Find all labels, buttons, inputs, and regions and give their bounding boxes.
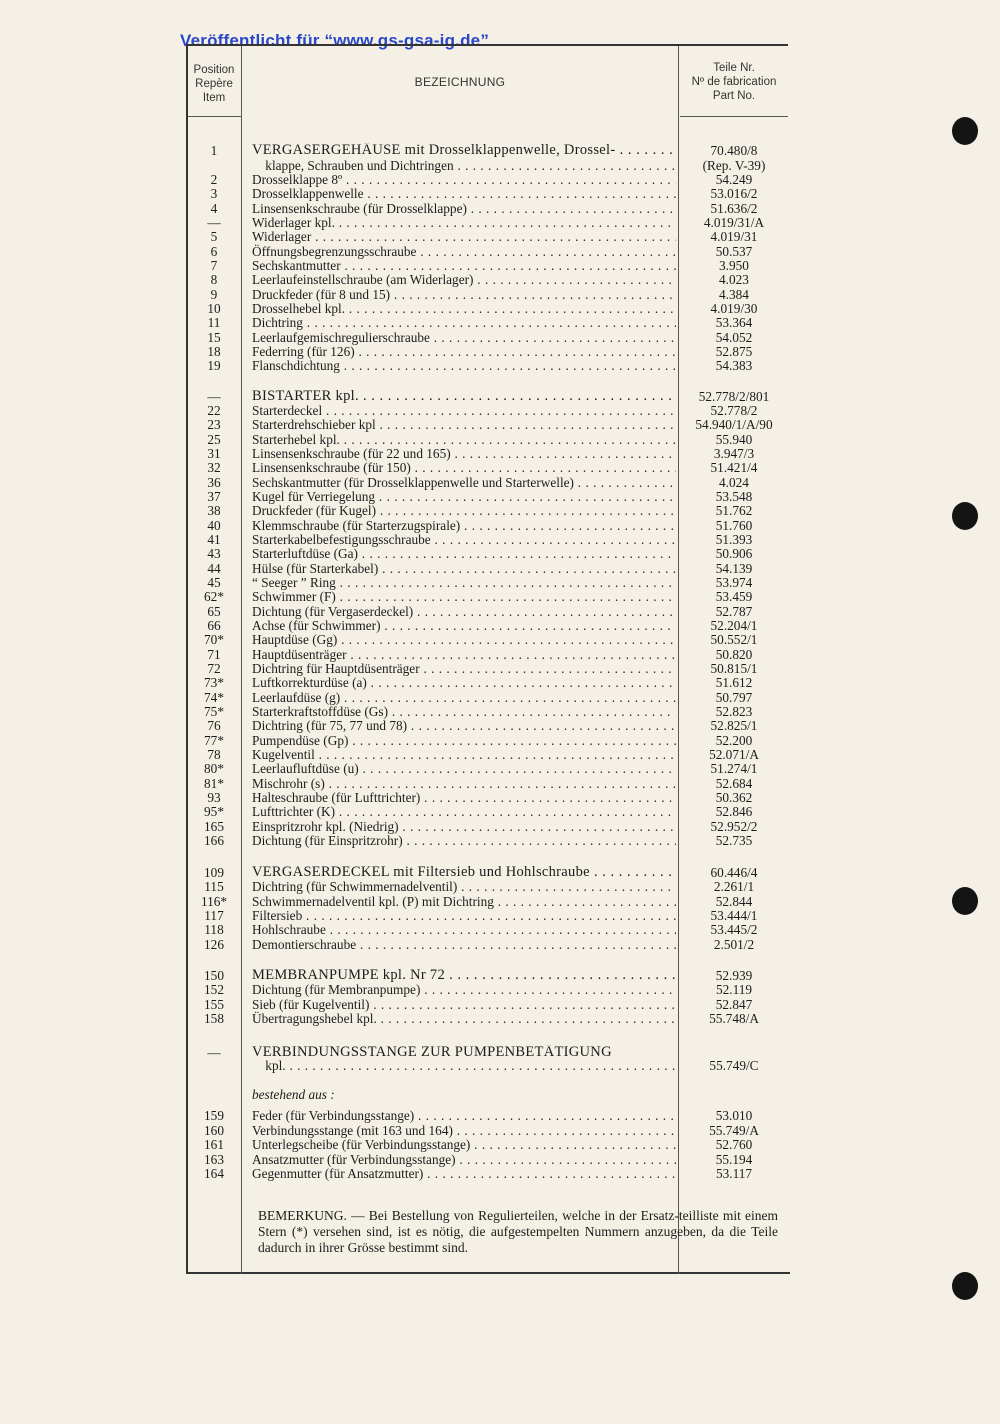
item-part-number: 50.815/1 bbox=[710, 661, 758, 676]
item-position: 116* bbox=[200, 894, 228, 909]
item-description: Schwimmer (F) . . . bbox=[252, 589, 676, 604]
item-description: Sechskantmutter (für Drosselklappenwelle und Starterwelle) . . . bbox=[252, 475, 676, 490]
item-description: Klemmschraube (für Starterzugspirale) . . . bbox=[252, 518, 676, 533]
header-position-line: Repère bbox=[195, 78, 233, 90]
table-bottom-border bbox=[186, 1272, 790, 1274]
item-part-number: 52.200 bbox=[715, 733, 753, 748]
item-part-number: 50.552/1 bbox=[710, 632, 758, 647]
item-position: 126 bbox=[204, 937, 224, 952]
item-description: Mischrohr (s) . . . bbox=[252, 776, 676, 791]
item-description: Dichtring (für Schwimmernadelventil) . . . bbox=[252, 879, 676, 894]
item-position: 70* bbox=[204, 632, 224, 647]
item-position: 80* bbox=[204, 761, 224, 776]
header-part-number bbox=[680, 61, 788, 103]
item-part-number: 52.939 bbox=[715, 968, 753, 983]
item-part-number: 51.274/1 bbox=[710, 761, 758, 776]
item-part-number: 52.735 bbox=[715, 833, 753, 848]
item-description: MEMBRANPUMPE kpl. Nr 72 . . . bbox=[252, 968, 676, 983]
item-description: Achse (für Schwimmer) . . . bbox=[252, 618, 676, 633]
item-description: Öffnungsbegrenzungsschraube . . . bbox=[252, 244, 676, 259]
punch-hole bbox=[952, 1272, 978, 1300]
item-position: 2 bbox=[210, 172, 218, 187]
item-position: 31 bbox=[207, 446, 221, 461]
item-part-number: 54.249 bbox=[715, 172, 753, 187]
item-position: 115 bbox=[204, 879, 224, 894]
item-position: 40 bbox=[207, 518, 221, 533]
item-position: 44 bbox=[207, 561, 221, 576]
item-part-number: 2.261/1 bbox=[713, 879, 755, 894]
item-description: Einspritzrohr kpl. (Niedrig) . . . bbox=[252, 819, 676, 834]
header-part-line: Nº de fabrication bbox=[691, 76, 777, 88]
item-position: — bbox=[207, 1045, 221, 1060]
item-position: 41 bbox=[207, 532, 221, 547]
item-part-number: 53.459 bbox=[715, 589, 753, 604]
item-part-number: 4.019/31/A bbox=[703, 215, 765, 230]
item-description: Leerlaufeinstellschraube (am Widerlager) . . . bbox=[252, 272, 676, 287]
header-position-line: Position bbox=[193, 64, 235, 76]
remark-note: BEMERKUNG. — Bei Bestellung von Regulierteilen, welche in der Ersatz-teilliste mit einem Stern (*) versehen sind, ist es nötig, die aufgestempelten Nummern anzugeben, da die Teile dadurch in ihrer Grösse bestimmt sind. bbox=[258, 1208, 778, 1255]
item-description: Druckfeder (für Kugel) . . . bbox=[252, 503, 676, 518]
item-part-number: 54.383 bbox=[715, 358, 753, 373]
item-position: 43 bbox=[207, 546, 221, 561]
item-position: 164 bbox=[204, 1166, 224, 1181]
item-position: 160 bbox=[204, 1123, 224, 1138]
item-position: 152 bbox=[204, 982, 224, 997]
item-position: 11 bbox=[207, 315, 221, 330]
item-position: 95* bbox=[204, 804, 224, 819]
item-description: Leerlaufgemischregulierschraube . . . bbox=[252, 330, 676, 345]
item-position: 15 bbox=[207, 330, 221, 345]
item-description: Hauptdüsenträger . . . bbox=[252, 647, 676, 662]
item-position: 45 bbox=[207, 575, 221, 590]
item-part-number: 52.071/A bbox=[709, 747, 759, 762]
item-part-number: 52.952/2 bbox=[710, 819, 758, 834]
item-description: Flanschdichtung . . . bbox=[252, 358, 676, 373]
item-description: Hohlschraube . . . bbox=[252, 922, 676, 937]
item-position: 109 bbox=[204, 865, 224, 880]
item-position: 19 bbox=[207, 358, 221, 373]
item-description: Dichtring (für 75, 77 und 78) . . . bbox=[252, 718, 676, 733]
item-part-number: 53.974 bbox=[715, 575, 753, 590]
item-part-number: 53.364 bbox=[715, 315, 753, 330]
item-description: Dichtring für Hauptdüsenträger . . . bbox=[252, 661, 676, 676]
item-part-number: 4.024 bbox=[719, 475, 749, 490]
item-position: 7 bbox=[210, 258, 218, 273]
item-position: 8 bbox=[210, 272, 218, 287]
item-position: 118 bbox=[204, 922, 224, 937]
item-description: Ansatzmutter (für Verbindungsstange) . . . bbox=[252, 1152, 676, 1167]
item-part-number: 53.010 bbox=[715, 1108, 753, 1123]
item-part-number: 55.749/A bbox=[709, 1123, 759, 1138]
item-part-number: 4.019/31 bbox=[710, 229, 758, 244]
header-part-line: Teile Nr. bbox=[713, 62, 755, 74]
item-position: 76 bbox=[207, 718, 221, 733]
item-part-number: 52.846 bbox=[715, 804, 753, 819]
item-position: 32 bbox=[207, 460, 221, 475]
item-position: 78 bbox=[207, 747, 221, 762]
item-part-number: 52.825/1 bbox=[710, 718, 758, 733]
item-part-number: 52.787 bbox=[715, 604, 753, 619]
item-description: “ Seeger ” Ring . . . bbox=[252, 575, 676, 590]
item-part-number: 55.749/C bbox=[709, 1058, 759, 1073]
item-part-number: 51.762 bbox=[715, 503, 753, 518]
item-description: Lufttrichter (K) . . . bbox=[252, 804, 676, 819]
item-description: VERGASERGEHÄUSE mit Drosselklappenwelle, Drossel- . . . bbox=[252, 143, 676, 158]
item-part-number: (Rep. V-39) bbox=[702, 158, 766, 173]
item-description: Starterkraftstoffdüse (Gs) . . . bbox=[252, 704, 676, 719]
item-position: 73* bbox=[204, 675, 224, 690]
item-part-number: 53.444/1 bbox=[710, 908, 758, 923]
item-description: Starterhebel kpl. . . . bbox=[252, 432, 676, 447]
item-position: 18 bbox=[207, 344, 221, 359]
item-part-number: 53.548 bbox=[715, 489, 753, 504]
item-description: Starterdrehschieber kpl . . . bbox=[252, 417, 676, 432]
header-rule-left bbox=[188, 116, 242, 117]
item-part-number: 51.760 bbox=[715, 518, 753, 533]
header-part-line: Part No. bbox=[712, 90, 756, 102]
item-position: 3 bbox=[210, 186, 218, 201]
punch-hole bbox=[952, 117, 978, 145]
item-position: 165 bbox=[204, 819, 224, 834]
column-divider-position bbox=[241, 46, 242, 1274]
item-position: — bbox=[207, 389, 221, 404]
item-part-number: 51.393 bbox=[715, 532, 753, 547]
item-part-number: 4.384 bbox=[719, 287, 749, 302]
item-description: Leerlaufluftdüse (u) . . . bbox=[252, 761, 676, 776]
item-position: 38 bbox=[207, 503, 221, 518]
publisher-watermark: Veröffentlicht für “www.gs-gsa-ig.de” bbox=[180, 31, 490, 50]
item-position: 22 bbox=[207, 403, 221, 418]
item-part-number: 52.823 bbox=[715, 704, 753, 719]
item-description: Demontierschraube . . . bbox=[252, 937, 676, 952]
item-part-number: 54.940/1/A/90 bbox=[695, 417, 773, 432]
item-description: Gegenmutter (für Ansatzmutter) . . . bbox=[252, 1166, 676, 1181]
item-part-number: 54.052 bbox=[715, 330, 753, 345]
item-description: Drosselklappenwelle . . . bbox=[252, 186, 676, 201]
item-part-number: 55.748/A bbox=[709, 1011, 759, 1026]
item-description: Dichtung (für Einspritzrohr) . . . bbox=[252, 833, 676, 848]
item-position: 155 bbox=[204, 997, 224, 1012]
item-description: klappe, Schrauben und Dichtringen . . . bbox=[252, 158, 676, 173]
item-part-number: 50.820 bbox=[715, 647, 753, 662]
item-part-number: 50.797 bbox=[715, 690, 753, 705]
item-part-number: 51.612 bbox=[715, 675, 753, 690]
item-description: Federring (für 126) . . . bbox=[252, 344, 676, 359]
item-part-number: 3.947/3 bbox=[713, 446, 755, 461]
item-description: Leerlaufdüse (g) . . . bbox=[252, 690, 676, 705]
item-part-number: 53.445/2 bbox=[710, 922, 758, 937]
item-position: 36 bbox=[207, 475, 221, 490]
item-position: 66 bbox=[207, 618, 221, 633]
item-part-number: 3.950 bbox=[719, 258, 749, 273]
item-position: 75* bbox=[204, 704, 224, 719]
item-part-number: 52.847 bbox=[715, 997, 753, 1012]
item-position: 23 bbox=[207, 417, 221, 432]
item-part-number: 52.119 bbox=[715, 982, 753, 997]
item-position: 72 bbox=[207, 661, 221, 676]
item-position: — bbox=[207, 215, 221, 230]
header-rule-right bbox=[680, 116, 788, 117]
item-description: Linsensenkschraube (für Drosselklappe) . . . bbox=[252, 201, 676, 216]
punch-hole bbox=[952, 502, 978, 530]
item-position: 93 bbox=[207, 790, 221, 805]
item-description: Linsensenkschraube (für 22 und 165) . . . bbox=[252, 446, 676, 461]
item-description: bestehend aus : bbox=[252, 1087, 335, 1102]
header-position-line: Item bbox=[202, 92, 226, 104]
item-position: 81* bbox=[204, 776, 224, 791]
item-description: Linsensenkschraube (für 150) . . . bbox=[252, 460, 676, 475]
item-position: 65 bbox=[207, 604, 221, 619]
item-description: Kugel für Verriegelung . . . bbox=[252, 489, 676, 504]
item-description: Luftkorrekturdüse (a) . . . bbox=[252, 675, 676, 690]
item-part-number: 2.501/2 bbox=[713, 937, 755, 952]
item-part-number: 4.019/30 bbox=[710, 301, 758, 316]
header-position bbox=[188, 63, 240, 105]
item-description: Hauptdüse (Gg) . . . bbox=[252, 632, 676, 647]
item-description: Übertragungshebel kpl. . . . bbox=[252, 1011, 676, 1026]
item-description: Hülse (für Starterkabel) . . . bbox=[252, 561, 676, 576]
item-position: 71 bbox=[207, 647, 221, 662]
item-part-number: 55.194 bbox=[715, 1152, 753, 1167]
item-description: BISTARTER kpl. . . . bbox=[252, 389, 676, 404]
item-description: Dichtring . . . bbox=[252, 315, 676, 330]
item-part-number: 70.480/8 bbox=[710, 143, 758, 158]
item-description: Druckfeder (für 8 und 15) . . . bbox=[252, 287, 676, 302]
item-description: VERBINDUNGSSTANGE ZUR PUMPENBETÄTIGUNG bbox=[252, 1045, 612, 1060]
item-position: 166 bbox=[204, 833, 224, 848]
punch-hole bbox=[952, 887, 978, 915]
item-part-number: 4.023 bbox=[719, 272, 749, 287]
item-description: Unterlegscheibe (für Verbindungsstange) . . . bbox=[252, 1137, 676, 1152]
item-part-number: 60.446/4 bbox=[710, 865, 758, 880]
column-divider-part bbox=[678, 46, 679, 1274]
item-part-number: 52.684 bbox=[715, 776, 753, 791]
item-description: Filtersieb . . . bbox=[252, 908, 676, 923]
item-description: Schwimmernadelventil kpl. (P) mit Dichtring . . . bbox=[252, 894, 676, 909]
item-description: Kugelventil . . . bbox=[252, 747, 676, 762]
item-description: Widerlager kpl. . . . bbox=[252, 215, 676, 230]
item-position: 4 bbox=[210, 201, 218, 216]
item-description: Pumpendüse (Gp) . . . bbox=[252, 733, 676, 748]
item-position: 6 bbox=[210, 244, 218, 259]
item-part-number: 52.760 bbox=[715, 1137, 753, 1152]
item-position: 74* bbox=[204, 690, 224, 705]
item-part-number: 50.537 bbox=[715, 244, 753, 259]
item-part-number: 53.016/2 bbox=[710, 186, 758, 201]
item-part-number: 52.778/2 bbox=[710, 403, 758, 418]
item-position: 25 bbox=[207, 432, 221, 447]
table-top-border bbox=[188, 44, 788, 46]
item-part-number: 51.421/4 bbox=[710, 460, 758, 475]
item-position: 161 bbox=[204, 1137, 224, 1152]
item-description: Starterdeckel . . . bbox=[252, 403, 676, 418]
item-description: Starterluftdüse (Ga) . . . bbox=[252, 546, 676, 561]
item-position: 10 bbox=[207, 301, 221, 316]
item-part-number: 51.636/2 bbox=[710, 201, 758, 216]
item-description: Verbindungsstange (mit 163 und 164) . . . bbox=[252, 1123, 676, 1138]
item-part-number: 52.875 bbox=[715, 344, 753, 359]
item-description: VERGASERDECKEL mit Filtersieb und Hohlschraube . . . bbox=[252, 865, 676, 880]
item-part-number: 52.778/2/801 bbox=[698, 389, 770, 404]
item-part-number: 54.139 bbox=[715, 561, 753, 576]
item-description: Drosselhebel kpl. . . . bbox=[252, 301, 676, 316]
item-part-number: 52.204/1 bbox=[710, 618, 758, 633]
item-description: Drosselklappe 8º . . . bbox=[252, 172, 676, 187]
item-description: Dichtung (für Membranpumpe) . . . bbox=[252, 982, 676, 997]
item-part-number: 53.117 bbox=[715, 1166, 753, 1181]
item-description: Halteschraube (für Lufttrichter) . . . bbox=[252, 790, 676, 805]
item-position: 1 bbox=[210, 143, 218, 158]
item-part-number: 52.844 bbox=[715, 894, 753, 909]
item-description: Widerlager . . . bbox=[252, 229, 676, 244]
item-part-number: 55.940 bbox=[715, 432, 753, 447]
item-position: 159 bbox=[204, 1108, 224, 1123]
item-description: Dichtung (für Vergaserdeckel) . . . bbox=[252, 604, 676, 619]
item-description: Sieb (für Kugelventil) . . . bbox=[252, 997, 676, 1012]
item-description: Feder (für Verbindungsstange) . . . bbox=[252, 1108, 676, 1123]
item-part-number: 50.906 bbox=[715, 546, 753, 561]
item-position: 37 bbox=[207, 489, 221, 504]
item-position: 158 bbox=[204, 1011, 224, 1026]
header-description: BEZEICHNUNG bbox=[414, 75, 506, 89]
item-position: 150 bbox=[204, 968, 224, 983]
item-position: 9 bbox=[210, 287, 218, 302]
item-position: 62* bbox=[204, 589, 224, 604]
item-description: Starterkabelbefestigungsschraube . . . bbox=[252, 532, 676, 547]
item-part-number: 50.362 bbox=[715, 790, 753, 805]
item-description: kpl. . . . bbox=[252, 1058, 676, 1073]
item-description: Sechskantmutter . . . bbox=[252, 258, 676, 273]
item-position: 77* bbox=[204, 733, 224, 748]
item-position: 117 bbox=[204, 908, 224, 923]
item-position: 163 bbox=[204, 1152, 224, 1167]
item-position: 5 bbox=[210, 229, 218, 244]
